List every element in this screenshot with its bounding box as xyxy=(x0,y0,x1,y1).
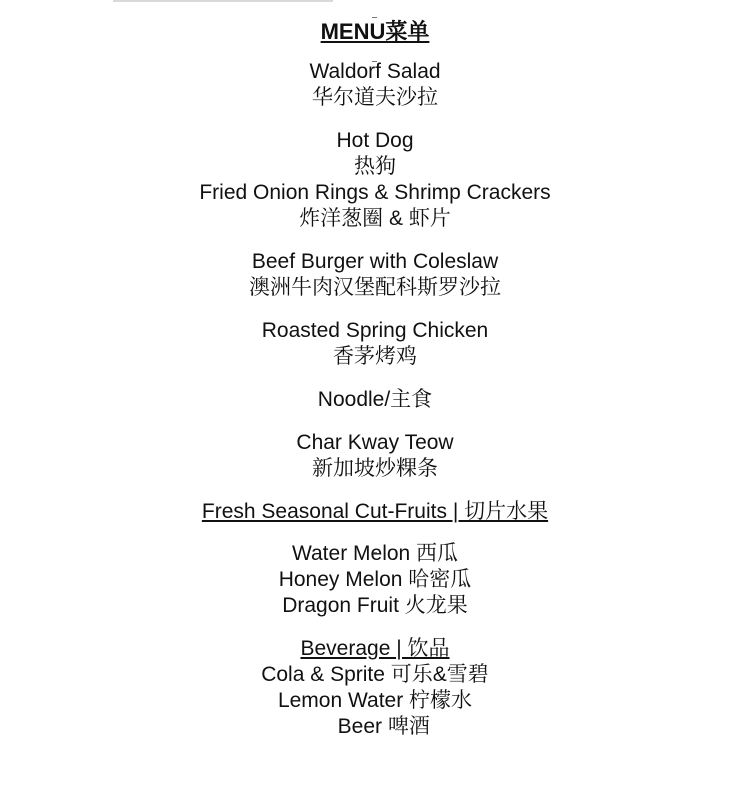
menu-subheading: Noodle/主食 xyxy=(317,388,433,411)
menu-section-burger xyxy=(0,249,750,301)
menu-item-en: Beef Burger with Coleslaw xyxy=(251,250,499,273)
menu-title: MENU菜单 xyxy=(320,19,430,44)
top-divider xyxy=(113,0,333,2)
fruits-heading: Fresh Seasonal Cut-Fruits | 切片水果 xyxy=(201,500,549,523)
menu-item-cn: 热狗 xyxy=(354,155,396,178)
beverage-section xyxy=(0,636,750,740)
beverage-item: Beer 啤酒 xyxy=(320,715,430,738)
menu-item-cn: 香茅烤鸡 xyxy=(333,345,417,368)
menu-item-en: Char Kway Teow xyxy=(296,431,454,454)
fruit-item: Water Melon 西瓜 xyxy=(291,542,459,565)
beverage-heading: Beverage | 饮品 xyxy=(300,637,450,660)
menu xyxy=(0,17,750,757)
fruits-section xyxy=(0,499,750,619)
beverage-item: Lemon Water 柠檬水 xyxy=(277,689,473,712)
menu-item-en: Hot Dog xyxy=(336,129,414,152)
fruit-item: Dragon Fruit 火龙果 xyxy=(282,594,468,617)
menu-section-salad xyxy=(0,59,750,111)
menu-section-noodle xyxy=(0,387,750,413)
beverage-item: Cola & Sprite 可乐&雪碧 xyxy=(261,663,489,686)
menu-item-cn: 澳洲牛肉汉堡配科斯罗沙拉 xyxy=(249,276,501,299)
menu-section-chicken xyxy=(0,318,750,370)
menu-item-en: Roasted Spring Chicken xyxy=(261,319,489,342)
menu-item-cn: 新加坡炒粿条 xyxy=(312,457,438,480)
menu-item-cn: 华尔道夫沙拉 xyxy=(312,86,438,109)
menu-item-en: Fried Onion Rings & Shrimp Crackers xyxy=(199,181,551,204)
menu-section-hotdog xyxy=(0,128,750,232)
menu-item-en: Waldorf Salad xyxy=(309,60,441,83)
menu-item-cn: 炸洋葱圈 & 虾片 xyxy=(299,207,451,230)
fruit-item: Honey Melon 哈密瓜 xyxy=(278,568,472,591)
menu-section-char-kway-teow xyxy=(0,430,750,482)
